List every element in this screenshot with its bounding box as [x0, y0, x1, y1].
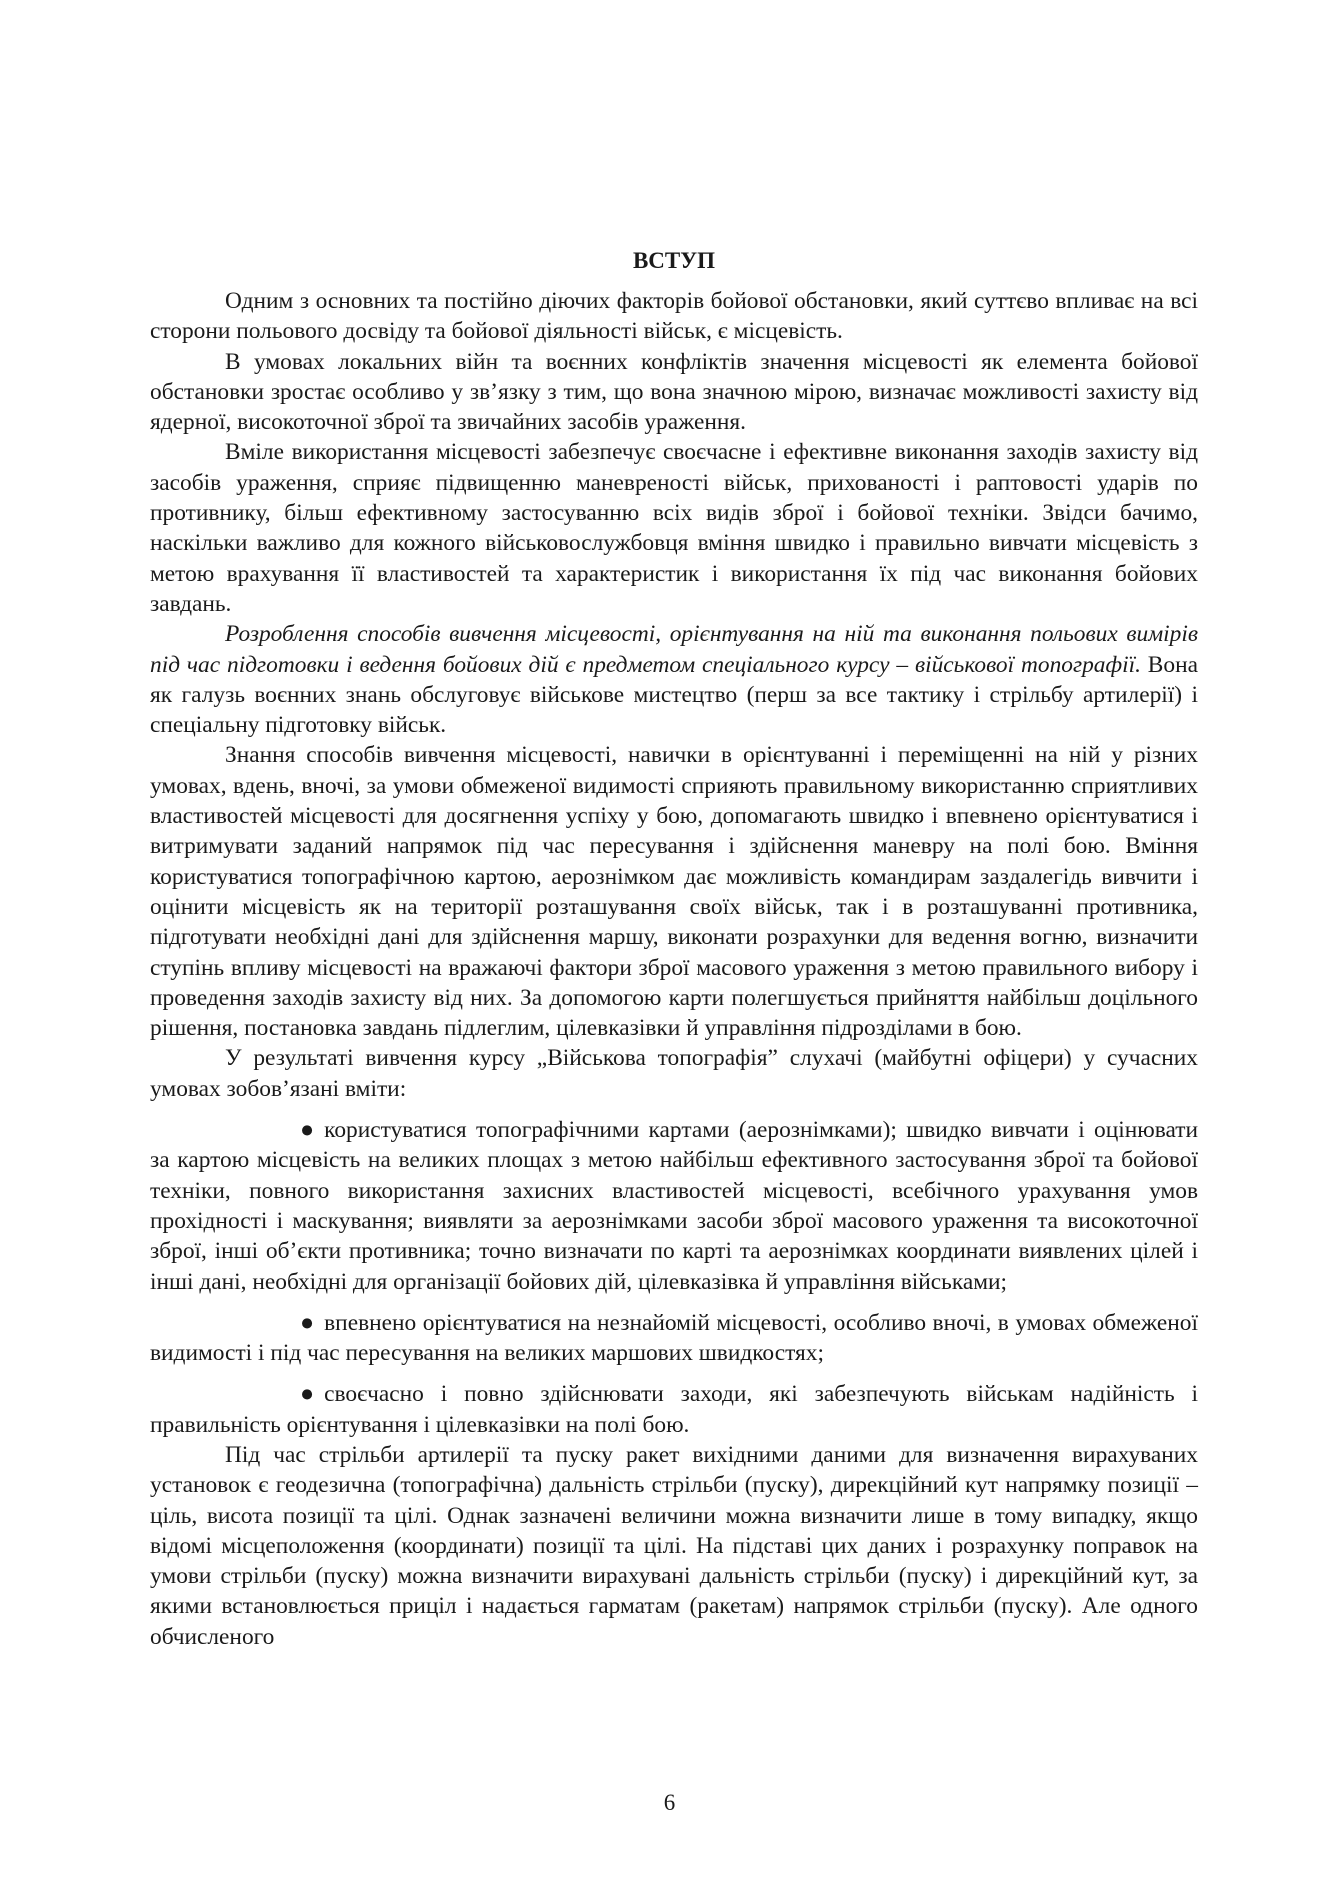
paragraph-7	[150, 1440, 1198, 1652]
paragraph-3	[150, 437, 1198, 619]
bullet-item-2	[150, 1308, 1198, 1369]
bullet-item-3-text: своєчасно і повно здійснювати заходи, які забезпечують військам надійність і правильність орієнтування і цілевказівки на полі бою.	[150, 1381, 1198, 1438]
paragraph-1	[150, 286, 1198, 347]
paragraph-5	[150, 740, 1198, 1043]
bullet-item-2-text: впевнено орієнтуватися на незнайомій місцевості, особливо вночі, в умовах обмеженої видимості і під час пересування на великих маршових швидкостях;	[150, 1309, 1198, 1367]
document-title: ВСТУП	[632, 248, 716, 273]
bullet-icon: ●	[300, 1309, 315, 1336]
page-number: 6	[663, 1790, 676, 1815]
paragraph-6	[150, 1043, 1198, 1104]
document-page	[150, 246, 1198, 1652]
bullet-icon: ●	[300, 1381, 315, 1408]
paragraph-3-text: Вміле використання місцевості забезпечує своєчасне і ефективне виконання заходів захисту від засобів ураження, сприяє підвищенню маневреності військ, прихованості і раптовості ударів по противнику, більш ефективному застосуванню всіх видів зброї і бойової техніки. Звідси бачимо, наскільки важливо для кожного військовослужбовця вміння швидко і правильно вивчати місцевість з метою врахування її властивостей та характеристик і використання їх під час виконання бойових завдань.	[150, 439, 1198, 617]
paragraph-4-text: Вона як галузь воєнних знань обслуговує військове мистецтво (перш за все тактику і стрільбу артилерії) і спеціальну підготовку військ.	[150, 651, 1199, 739]
paragraph-2-text: В умовах локальних війн та воєнних конфліктів значення місцевості як елемента бойової обстановки зростає особливо у зв’язку з тим, що вона значною мірою, визначає можливості захисту від ядерної, високоточної зброї та звичайних засобів ураження.	[150, 348, 1198, 436]
bullet-item-3	[150, 1379, 1198, 1440]
bullet-item-1	[150, 1115, 1198, 1297]
bullet-item-1-text: користуватися топографічними картами (аерознімками); швидко вивчати і оцінювати за картою місцевість на великих площах з метою найбільш ефективного застосування зброї та бойової техніки, повного використання захисних властивостей місцевості, всебічного урахування умов прохідності і маскування; виявляти за аерознімками засоби зброї масового ураження та високоточної зброї, інші об’єкти противника; точно визначати по карті та аерознімках координати виявлених цілей і інші дані, необхідні для організації бойових дій, цілевказівка й управління військами;	[150, 1117, 1198, 1295]
paragraph-6-text: У результаті вивчення курсу „Військова топографія” слухачі (майбутні офіцери) у сучасних умовах зобов’язані вміти:	[150, 1045, 1198, 1102]
bullet-icon: ●	[300, 1117, 315, 1144]
paragraph-5-text: Знання способів вивчення місцевості, навички в орієнтуванні і переміщенні на ній у різних умовах, вдень, вночі, за умови обмеженої видимості сприяють правильному використанню сприятливих властивостей місцевості для досягнення успіху у бою, допомагають швидко і впевнено орієнтуватися і витримувати заданий напрямок під час пересування і здійснення маневру на полі бою. Вміння користуватися топографічною картою, аерознімком дає можливість командирам заздалегідь вивчити і оцінити місцевість як на території розташування своїх військ, так і в розташуванні противника, підготувати необхідні дані для здійснення маршу, виконати розрахунки для ведення вогню, визначити ступінь впливу місцевості на вражаючі фактори зброї масового ураження з метою правильного вибору і проведення заходів захисту від них. За допомогою карти полегшується прийняття найбільш доцільного рішення, постановка завдань підлеглим, цілевказівки й управління підрозділами в бою.	[150, 742, 1198, 1042]
paragraph-4	[150, 619, 1198, 740]
paragraph-7-text: Під час стрільби артилерії та пуску ракет вихідними даними для визначення вирахуваних установок є геодезична (топографічна) дальність стрільби (пуску), дирекційний кут напрямку позиції – ціль, висота позиції та цілі. Однак зазначені величини можна визначити лише в тому випадку, якщо відомі місцеположення (координати) позиції та цілі. На підставі цих даних і розрахунку поправок на умови стрільби (пуску) можна визначити вирахувані дальність стрільби (пуску) і дирекційний кут, за якими встановлюється приціл і надається гарматам (ракетам) напрямок стрільби (пуску). Але одного обчисленого	[150, 1441, 1198, 1650]
paragraph-4-italic: Розроблення способів вивчення місцевості, орієнтування на ній та виконання польових вимірів під час підготовки і ведення бойових дій є предметом спеціального курсу – військової топографії.	[150, 621, 1198, 678]
paragraph-1-text: Одним з основних та постійно діючих факторів бойової обстановки, який суттєво впливає на всі сторони польового досвіду та бойової діяльності військ, є місцевість.	[150, 288, 1198, 345]
paragraph-2	[150, 347, 1198, 438]
